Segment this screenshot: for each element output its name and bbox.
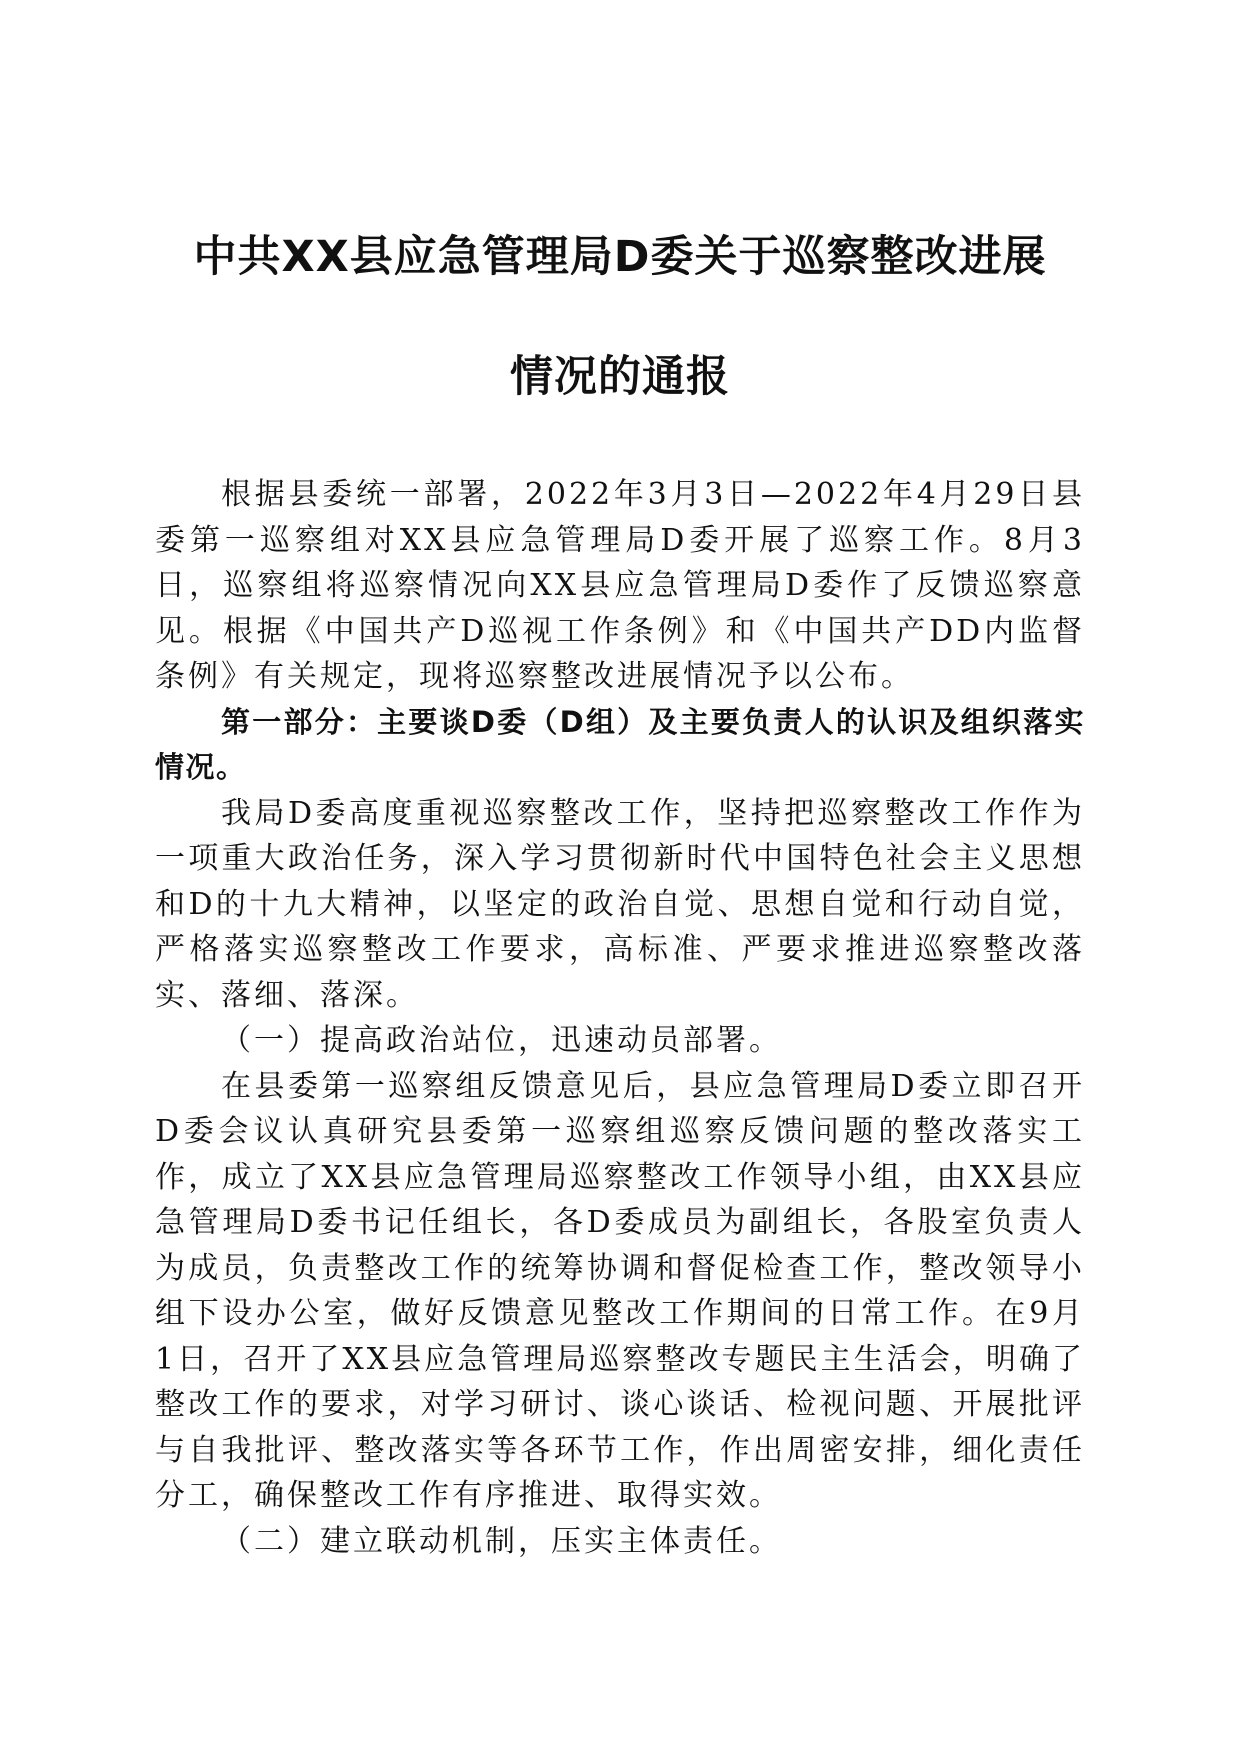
subsection-one-paragraph: 在县委第一巡察组反馈意见后，县应急管理局D委立即召开D委会议认真研究县委第一巡察组巡察反馈问题的整改落实工作，成立了XX县应急管理局巡察整改工作领导小组，由XX县应急管理局D委书记任组长，各D委成员为副组长，各股室负责人为成员，负责整改工作的统筹协调和督促检查工作，整改领导小组下设办公室，做好反馈意见整改工作期间的日常工作。在9月1日，召开了XX县应急管理局巡察整改专题民主生活会，明确了整改工作的要求，对学习研讨、谈心谈话、检视问题、开展批评与自我批评、整改落实等各环节工作，作出周密安排，细化责任分工，确保整改工作有序推进、取得实效。 — [155, 1068, 1085, 1513]
document-title-line-1: 中共XX县应急管理局D委关于巡察整改进展 — [193, 232, 1047, 282]
subheading-one: （一）提高政治站位，迅速动员部署。 — [221, 1023, 782, 1058]
subheading-two: （二）建立联动机制，压实主体责任。 — [221, 1523, 782, 1559]
section-paragraph: 我局D委高度重视巡察整改工作，坚持把巡察整改工作作为一项重大政治任务，深入学习贯彻新时代中国特色社会主义思想和D的十九大精神，以坚定的政治自觉、思想自觉和行动自觉，严格落实巡察整改工作要求，高标准、严要求推进巡察整改落实、落细、落深。 — [155, 795, 1085, 1013]
document-body — [155, 472, 1085, 1564]
intro-paragraph: 根据县委统一部署，2022年3月3日—2022年4月29日县委第一巡察组对XX县应急管理局D委开展了巡察工作。8月3日，巡察组将巡察情况向XX县应急管理局D委作了反馈巡察意见。根据《中国共产D巡视工作条例》和《中国共产DD内监督条例》有关规定，现将巡察整改进展情况予以公布。 — [155, 477, 1085, 694]
section-heading: 第一部分：主要谈D委（D组）及主要负责人的认识及组织落实情况。 — [155, 704, 1085, 784]
document-title-line-2: 情况的通报 — [510, 352, 730, 402]
